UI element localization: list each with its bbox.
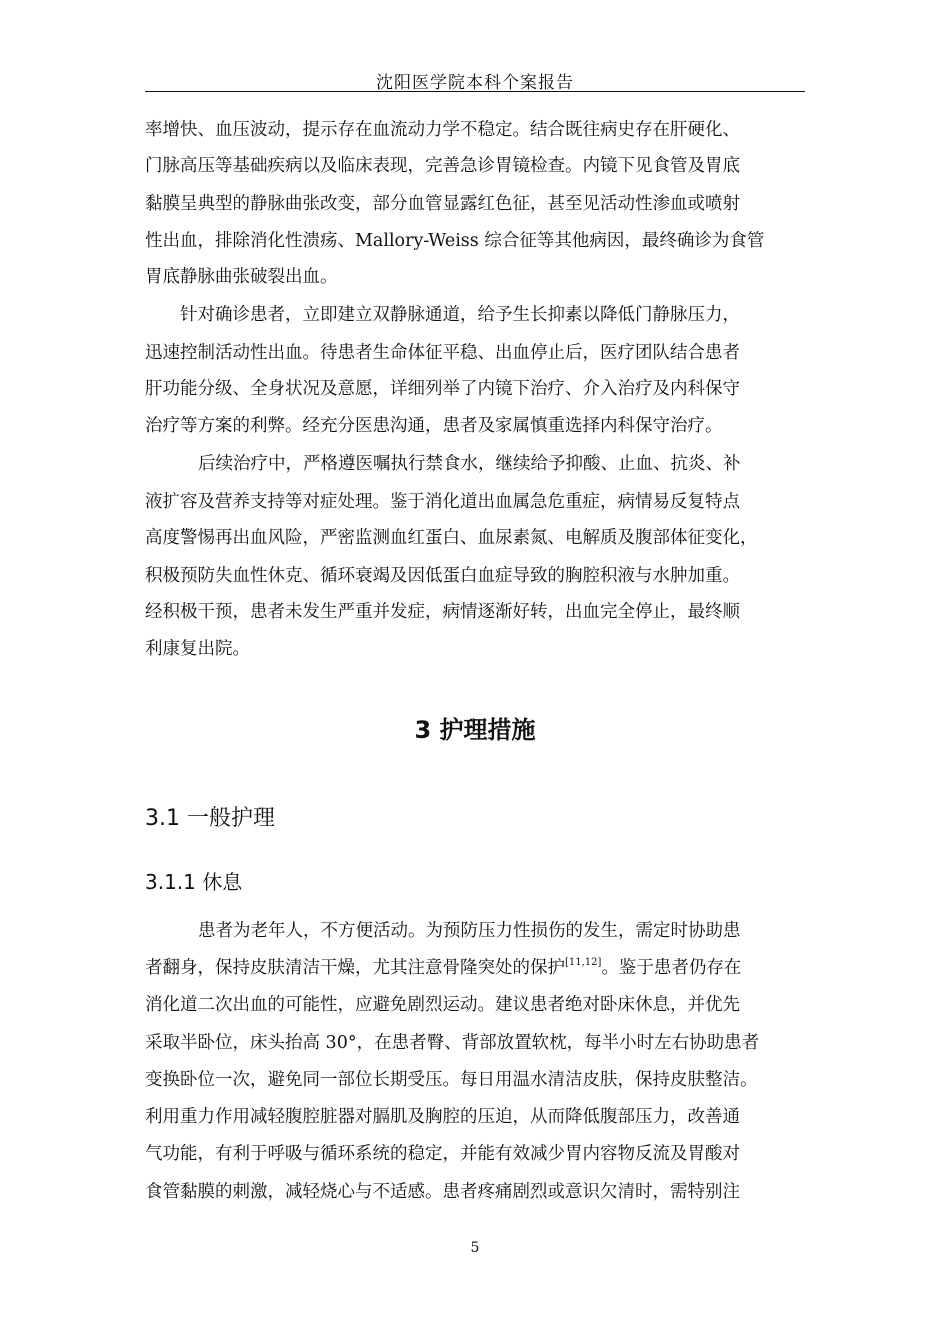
paragraph-line: 利用重力作用减轻腹腔脏器对膈肌及胸腔的压迫，从而降低腹部压力，改善通	[145, 1107, 740, 1127]
paragraph-line: 变换卧位一次，避免同一部位长期受压。每日用温水清洁皮肤，保持皮肤整洁。	[145, 1070, 758, 1090]
paragraph-line: 门脉高压等基础疾病以及临床表现，完善急诊胃镜检查。内镜下见食管及胃底	[145, 156, 740, 176]
paragraph-line: 治疗等方案的利弊。经充分医患沟通，患者及家属慎重选择内科保守治疗。	[145, 416, 723, 436]
paragraph-line: 黏膜呈典型的静脉曲张改变，部分血管显露红色征，甚至见活动性渗血或喷射	[145, 194, 740, 214]
paragraph-line: 经积极干预，患者未发生严重并发症，病情逐渐好转，出血完全停止，最终顺	[145, 602, 740, 622]
paragraph-line: 气功能，有利于呼吸与循环系统的稳定，并能有效减少胃内容物反流及胃酸对	[145, 1144, 740, 1164]
paragraph-line: 食管黏膜的刺激，减轻烧心与不适感。患者疼痛剧烈或意识欠清时，需特别注	[145, 1182, 740, 1202]
paragraph-line: 后续治疗中，严格遵医嘱执行禁食水，继续给予抑酸、止血、抗炎、补	[198, 454, 741, 474]
paragraph-text: 。鉴于患者仍存在	[601, 958, 742, 978]
page-header: 沈阳医学院本科个案报告	[376, 73, 574, 93]
chapter-heading: 3 护理措施	[414, 716, 536, 744]
paragraph-line: 积极预防失血性休克、循环衰竭及因低蛋白血症导致的胸腔积液与水肿加重。	[145, 566, 740, 586]
paragraph-line: 消化道二次出血的可能性，应避免剧烈运动。建议患者绝对卧床休息，并优先	[145, 995, 740, 1015]
paragraph-line: 液扩容及营养支持等对症处理。鉴于消化道出血属急危重症，病情易反复特点	[145, 492, 740, 512]
paragraph-line: 率增快、血压波动，提示存在血流动力学不稳定。结合既往病史存在肝硬化、	[145, 120, 740, 140]
page-number: 5	[470, 1240, 480, 1256]
paragraph-line: 患者为老年人，不方便活动。为预防压力性损伤的发生，需定时协助患	[198, 921, 741, 941]
paragraph-line: 胃底静脉曲张破裂出血。	[145, 267, 338, 287]
paragraph-line: 高度警惕再出血风险，严密监测血红蛋白、血尿素氮、电解质及腹部体征变化，	[145, 528, 758, 548]
paragraph-text: 者翻身，保持皮肤清洁干燥，尤其注意骨隆突处的保护	[145, 958, 565, 978]
paragraph-line: 采取半卧位，床头抬高 30°，在患者臀、背部放置软枕，每半小时左右协助患者	[145, 1033, 760, 1053]
header-rule	[145, 91, 805, 92]
subsection-heading: 3.1.1 休息	[145, 870, 243, 894]
paragraph-line: 肝功能分级、全身状况及意愿，详细列举了内镜下治疗、介入治疗及内科保守	[145, 379, 740, 399]
paragraph-line: 利康复出院。	[145, 639, 250, 659]
paragraph-line: 针对确诊患者，立即建立双静脉通道，给予生长抑素以降低门静脉压力，	[180, 305, 740, 325]
section-heading: 3.1 一般护理	[145, 806, 275, 831]
citation-ref: [11,12]	[565, 957, 602, 968]
paragraph-line: 迅速控制活动性出血。待患者生命体征平稳、出血停止后，医疗团队结合患者	[145, 343, 740, 363]
paragraph-line: 性出血，排除消化性溃疡、Mallory-Weiss 综合征等其他病因，最终确诊为食管	[145, 231, 765, 251]
paragraph-line	[145, 957, 741, 979]
